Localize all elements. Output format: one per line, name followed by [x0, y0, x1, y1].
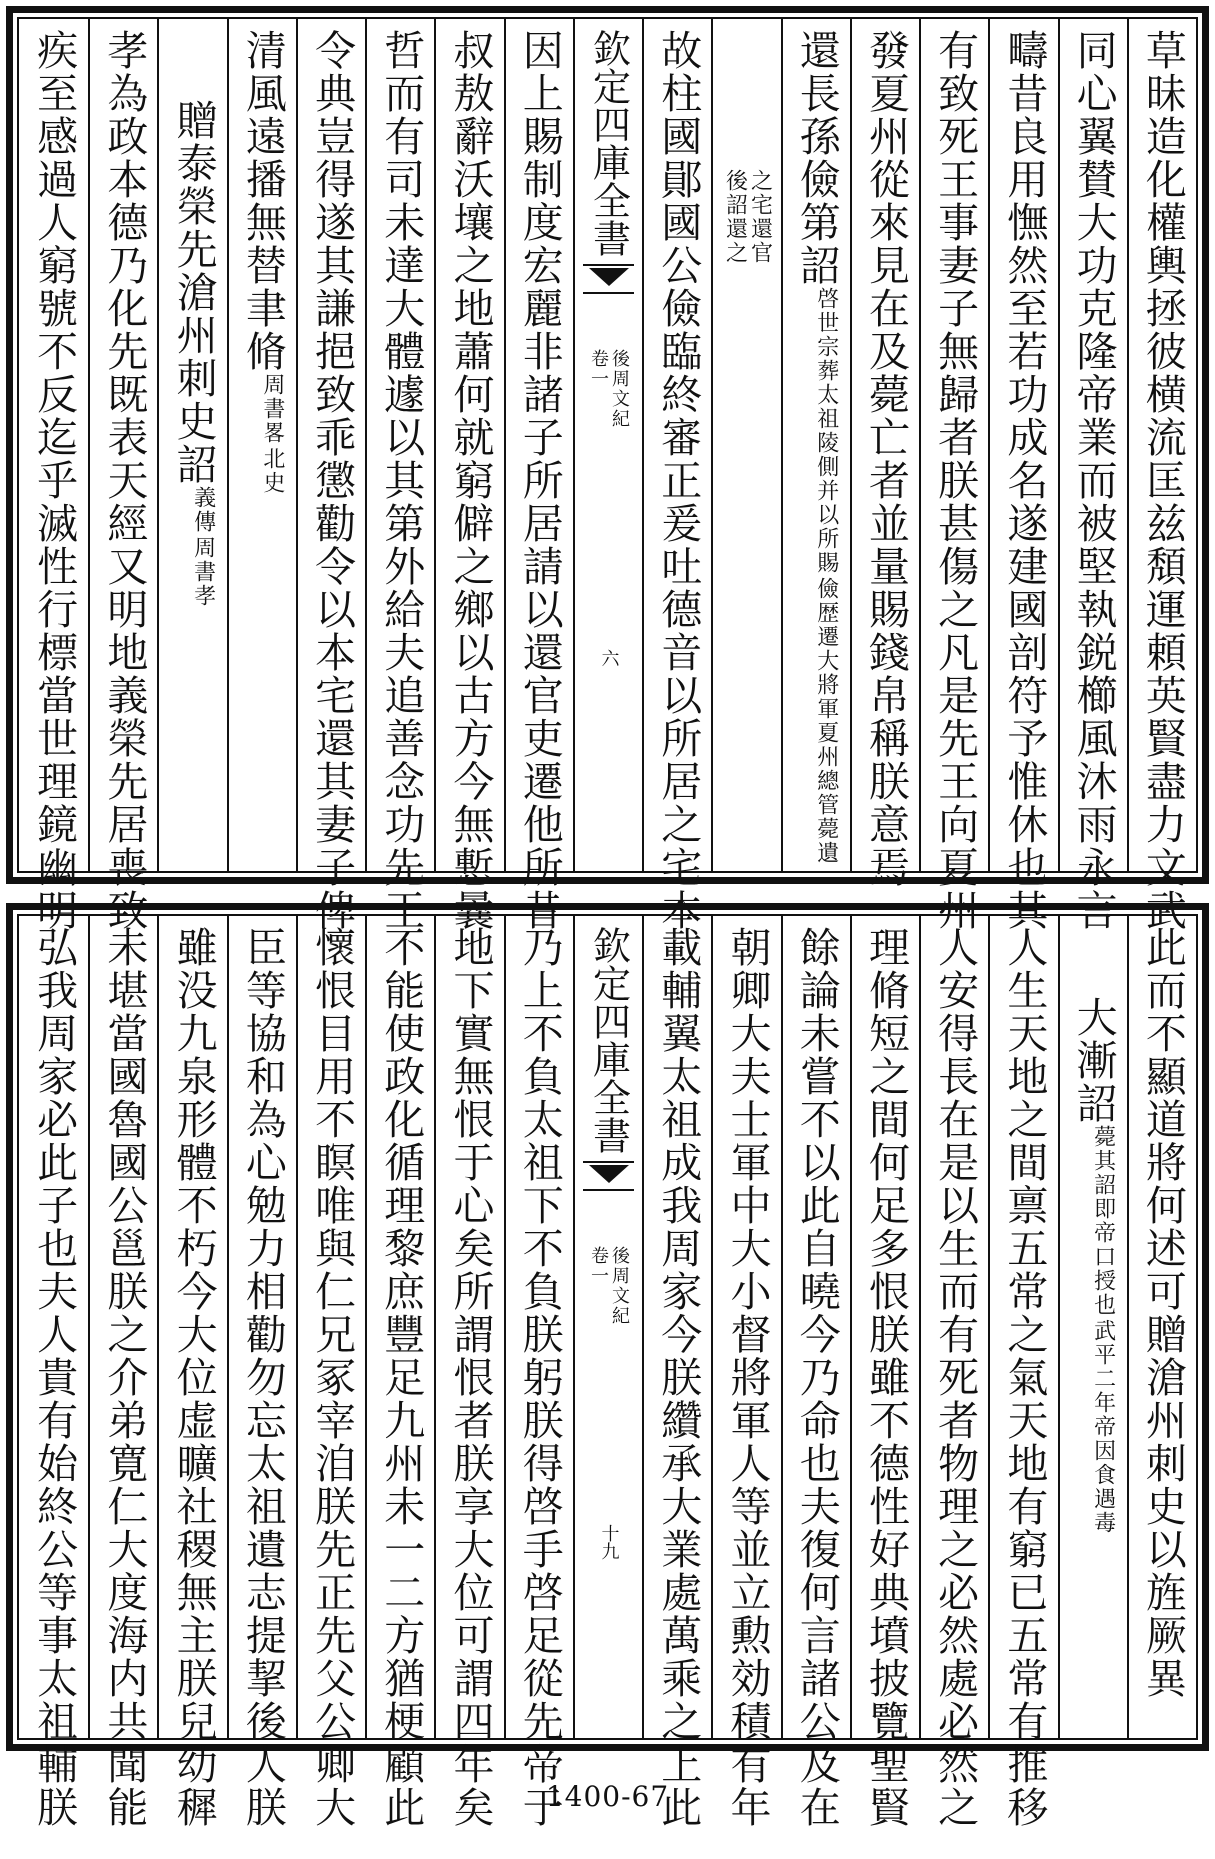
fishtail-mark: [583, 264, 634, 294]
annotation-note: [261, 373, 283, 495]
text-line: 贈泰榮先滄州刺史詔: [169, 99, 218, 486]
text-column: [642, 916, 711, 1829]
top-page-frame: [6, 6, 1209, 932]
text-column: [919, 19, 988, 932]
text-line: 朝卿大夫士軍中大小督將軍人等並立勲効積有年: [723, 926, 772, 1829]
book-title: 欽定四庫全書: [586, 29, 631, 257]
text-column: [19, 916, 88, 1829]
text-column: [88, 916, 157, 1829]
annotation-line: 武平二年帝因食遇毒: [1090, 1319, 1116, 1535]
center-fold-column: [573, 916, 642, 1738]
volume-line: 後周文紀: [609, 349, 630, 429]
text-line: 雖没九泉形體不朽今大位虚曠社稷無主朕兒幼穉: [169, 926, 218, 1829]
text-line: 乃上不負太祖下不負朕躬朕得啓手啓足從先帝于: [515, 926, 564, 1829]
text-line: 疇昔良用憮然至若功成名遂建國剖符予惟休也其: [1000, 29, 1049, 932]
text-line: 同心翼賛大功克隆帝業而被堅執鋭櫛風沐雨永言: [1069, 29, 1118, 932]
text-line: 哲而有司未達大體遽以其第外給夫追善念功先王: [377, 29, 426, 932]
text-column: [988, 19, 1057, 932]
text-line: 疾至感過人窮號不反迄乎滅性行標當世理鏡幽明: [30, 29, 79, 932]
text-line: 理脩短之間何足多恨朕雖不德性好典墳披覽聖賢: [861, 926, 910, 1829]
text-column: [919, 916, 988, 1829]
text-line: 大漸詔: [1069, 996, 1118, 1125]
text-column: [711, 19, 780, 871]
text-line: 故柱國鄖國公儉臨終審正爰吐德音以所居之宅本: [654, 29, 703, 932]
text-column: [504, 19, 573, 932]
text-column: [1127, 19, 1196, 932]
text-line-with-note: [238, 29, 287, 865]
text-line: 有致死王事妻子無歸者朕甚傷之凡是先王向夏州: [931, 29, 980, 932]
annotation-line: 之宅還官: [747, 169, 773, 265]
text-line: 發夏州從來見在及薨亡者並量賜錢帛稱朕意焉: [861, 29, 910, 889]
text-column: [296, 916, 365, 1829]
text-line-with-note: [1069, 926, 1118, 1732]
text-column: [850, 19, 919, 889]
text-line: 孝為政本德乃化先既表天經又明地義榮先居喪致: [100, 29, 149, 932]
annotation-line: 啓世宗葬太祖陵側并以所賜: [813, 287, 839, 575]
text-line: 因上賜制度宏麗非諸子所居請以還官吏遷他所昔: [515, 29, 564, 932]
text-line: 令典豈得遂其謙挹致乖懲勸令以本宅還其妻子俾: [308, 29, 357, 932]
text-column: [434, 916, 503, 1829]
text-column: [227, 916, 296, 1829]
text-column: [642, 19, 711, 932]
text-line: 餘論未嘗不以此自曉今乃命也夫復何言諸公及在: [792, 926, 841, 1829]
center-fold-column: [573, 19, 642, 871]
text-column: [1058, 916, 1127, 1738]
annotation-note: [815, 287, 837, 865]
text-line: 載輔翼太祖成我周家今朕纘承大業處萬乘之上此: [654, 926, 703, 1829]
text-column: [227, 19, 296, 871]
text-column: [781, 19, 850, 871]
annotation-note: [722, 169, 773, 265]
text-column: [434, 19, 503, 932]
text-line: 清風遠播無替聿脩: [238, 29, 287, 373]
volume-label: [589, 1246, 628, 1326]
volume-line: 卷一: [588, 349, 609, 389]
text-column: [19, 19, 88, 932]
text-line: 地下實無恨于心矣所謂恨者朕享大位可謂四年矣: [446, 926, 495, 1829]
text-column: [781, 916, 850, 1829]
text-column: [88, 19, 157, 932]
text-line: 此而不顯道將何述可贈滄州刺史以旌厥異: [1138, 926, 1187, 1700]
annotation-note: [192, 486, 214, 608]
page-number: 1400-67: [545, 1780, 670, 1813]
top-page-inner-border: [17, 17, 1198, 932]
annotation-line: 薨其詔即帝口授也: [1090, 1125, 1116, 1317]
text-line: 還長孫儉第詔: [792, 29, 841, 287]
book-title: 欽定四庫全書: [586, 926, 631, 1154]
text-line: 懷恨目用不瞑唯與仁兄冢宰洎朕先正先父公卿大: [308, 926, 357, 1829]
text-column: [157, 916, 226, 1829]
text-line: 叔敖辭沃壤之地蕭何就窮僻之鄉以古方今無慙曩: [446, 29, 495, 932]
text-column: [365, 916, 434, 1829]
text-line: 草昧造化權輿拯彼横流匡兹頽運頼英賢盡力文武: [1138, 29, 1187, 932]
annotation-line: 北史: [259, 447, 285, 495]
text-line: 不能使政化循理黎庶豐足九州未一二方猶梗顧此: [377, 926, 426, 1829]
folio-number: 十九: [598, 1524, 620, 1561]
text-line-with-note: [792, 29, 841, 865]
text-column: [504, 916, 573, 1829]
volume-label: [589, 349, 628, 429]
text-column: [296, 19, 365, 932]
volume-line: 卷一: [588, 1246, 609, 1286]
annotation-line: 周書孝: [190, 536, 216, 608]
text-line: 人生天地之間禀五常之氣天地有窮已五常有推移: [1000, 926, 1049, 1829]
text-column: [1058, 19, 1127, 932]
annotation-line: 儉歴遷大將軍夏州總管薨遺: [813, 577, 839, 865]
annotation-line: 周書畧: [259, 373, 285, 445]
text-column: [1127, 916, 1196, 1738]
text-column: [157, 19, 226, 871]
text-column: [711, 916, 780, 1829]
text-line: 臣等協和為心勉力相勸勿忘太祖遺志提挈後人朕: [238, 926, 287, 1829]
fishtail-mark: [583, 1161, 634, 1191]
text-line: 未堪當國魯國公邕朕之介弟寛仁大度海内共聞能: [100, 926, 149, 1829]
text-line: 弘我周家必此子也夫人貴有始終公等事太祖輔朕: [30, 926, 79, 1829]
volume-line: 後周文紀: [609, 1246, 630, 1326]
annotation-line: 義傳: [190, 486, 216, 534]
folio-number: 六: [598, 649, 620, 668]
text-line: 人安得長在是以生而有死者物理之必然處必然之: [931, 926, 980, 1829]
annotation-note: [1092, 1125, 1114, 1535]
text-column: [988, 916, 1057, 1829]
text-column: [365, 19, 434, 932]
text-column: [850, 916, 919, 1829]
annotation-line: 後詔還之: [722, 169, 748, 265]
text-line-with-note: [169, 29, 218, 865]
